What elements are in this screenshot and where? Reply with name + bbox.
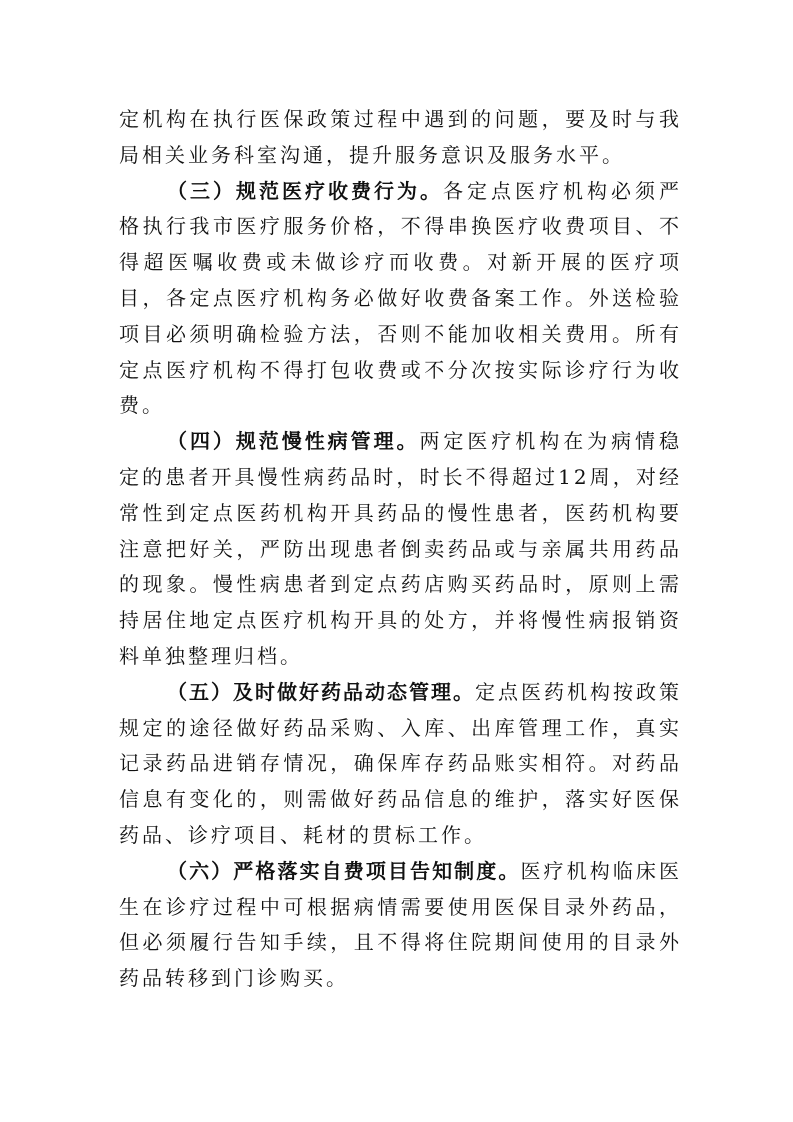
document-body [119, 102, 682, 997]
paragraph-self-pay-notice [119, 854, 682, 997]
paragraph-medical-fees [119, 174, 682, 425]
paragraph-text: 医疗机构临床医生在诊疗过程中可根据病情需要使用医保目录外药品，但必须履行告知手续，且不得将住院期间使用的目录外药品转移到门诊购买。 [119, 858, 683, 991]
paragraph-text: 定机构在执行医保政策过程中遇到的问题，要及时与我局相关业务科室沟通，提升服务意识及服务水平。 [119, 107, 682, 167]
section-heading-4: （四）规范慢性病管理。 [167, 429, 420, 454]
section-heading-5: （五）及时做好药品动态管理。 [167, 679, 475, 704]
section-heading-3: （三）规范医疗收费行为。 [167, 178, 443, 203]
paragraph-text: 两定医疗机构在为病情稳定的患者开具慢性病药品时，时长不得超过12周，对经常性到定点医药机构开具药品的慢性患者，医药机构要注意把好关，严防出现患者倒卖药品或与亲属共用药品的现象。慢性病患者到定点药店购买药品时，原则上需持居住地定点医疗机构开具的处方，并将慢性病报销资料单独整理归档。 [119, 429, 683, 668]
paragraph-drug-management [119, 675, 682, 854]
paragraph-text: 各定点医疗机构必须严格执行我市医疗服务价格，不得串换医疗收费项目、不得超医嘱收费或未做诊疗而收费。对新开展的医疗项目，各定点医疗机构务必做好收费备案工作。外送检验项目必须明确检验方法，否则不能加收相关费用。所有定点医疗机构不得打包收费或不分次按实际诊疗行为收费。 [119, 178, 682, 418]
paragraph-continuation [119, 102, 682, 174]
section-heading-6: （六）严格落实自费项目告知制度。 [167, 858, 521, 883]
paragraph-chronic-disease [119, 424, 682, 675]
paragraph-text: 定点医药机构按政策规定的途径做好药品采购、入库、出库管理工作，真实记录药品进销存情况，确保库存药品账实相符。对药品信息有变化的，则需做好药品信息的维护，落实好医保药品、诊疗项目、耗材的贯标工作。 [119, 679, 682, 847]
